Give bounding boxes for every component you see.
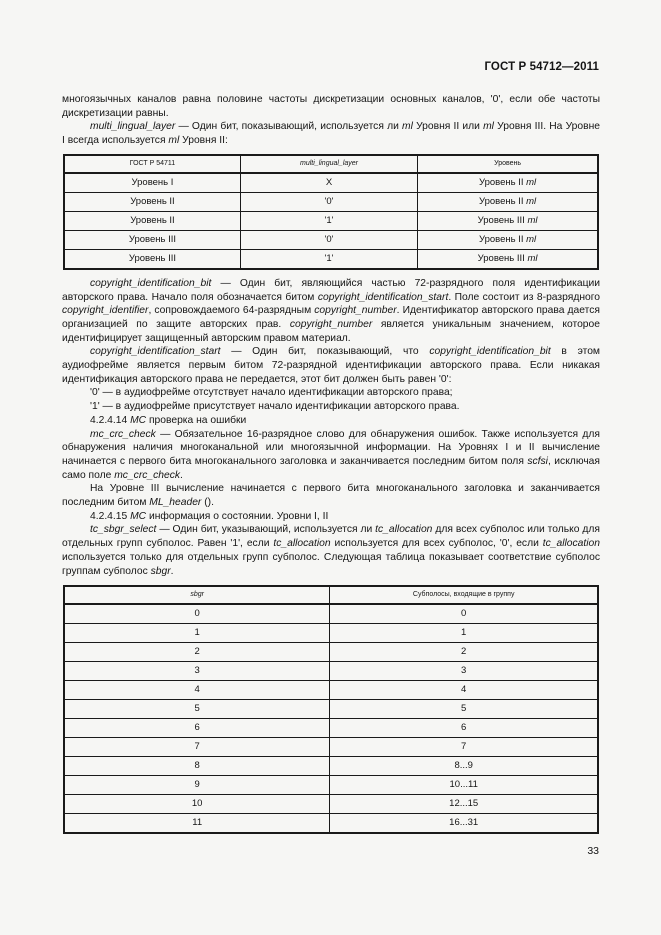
text: информация о состоянии. Уровни I, II (146, 510, 329, 522)
table-cell: '1' (240, 249, 417, 269)
table-header: ГОСТ Р 54711 (64, 155, 240, 173)
term: mc_crc_check (114, 469, 181, 481)
term: tc_allocation (273, 538, 331, 550)
term: tc_sbgr_select (90, 524, 157, 536)
table-cell: Уровень II ml (418, 230, 598, 249)
table-cell: 6 (64, 719, 330, 738)
table-cell: Уровень III ml (418, 211, 598, 230)
table-cell: 12...15 (330, 795, 598, 814)
term: multi_lingual_layer (90, 121, 176, 133)
section-heading (62, 510, 600, 524)
table-cell: Уровень II (64, 211, 240, 230)
table-cell: 8...9 (330, 757, 598, 776)
text: используется для всех субполос, '0', если (330, 538, 543, 550)
table-row (64, 662, 598, 681)
term: tc_allocation (375, 524, 433, 536)
term: ml (402, 121, 413, 133)
table-row (64, 757, 598, 776)
term: copyright_identification_start (90, 346, 221, 358)
table-row (64, 738, 598, 757)
table-cell: 2 (64, 643, 330, 662)
table-row (64, 211, 598, 230)
table-cell: Уровень III (64, 249, 240, 269)
text: — Обязательное 16-разрядное слово для обнаружения ошибок. Также используется для обнаружения наличия многоканальной или многоязычной информации. На Уровнях I и II вычисление начинается с первого бита многоканального заголовка и заканчивается последним битом поля (62, 428, 600, 467)
text: — Один бит, показывающий, что (220, 346, 430, 358)
page-number: 33 (587, 845, 599, 857)
paragraph (62, 93, 600, 120)
table-cell: 10 (64, 795, 330, 814)
text: Уровня II или (412, 121, 484, 133)
table-header: Уровень (418, 155, 598, 173)
paragraph (62, 120, 600, 147)
text: многоязычных каналов равна половине частоты дискретизации основных каналов, '0', если обе частоты дискретизации равны. (62, 94, 600, 119)
text: . (180, 469, 183, 481)
table-cell: 5 (64, 700, 330, 719)
text: На Уровне III вычисление начинается с первого бита многоканального заголовка и заканчивается последним битом (62, 483, 600, 509)
table-cell: Уровень III ml (418, 249, 598, 269)
table-cell: 7 (64, 738, 330, 757)
text: . Идентификатор авторского права дается организацией по защите авторских прав. (62, 305, 600, 330)
table-row (64, 624, 598, 643)
paragraph (62, 345, 600, 386)
table-cell: Уровень II (64, 192, 240, 211)
text: . Поле состоит из 8-разрядного (448, 291, 600, 303)
paragraph (62, 428, 600, 483)
paragraph: '1' — в аудиофрейме присутствует начало идентификации авторского права. (90, 401, 460, 413)
table-cell: Уровень II ml (418, 192, 598, 211)
table-cell: X (240, 173, 417, 193)
paragraph (62, 523, 600, 578)
paragraph (62, 277, 600, 346)
table-row (64, 776, 598, 795)
text: — Один бит, показывающий, используется ли (175, 121, 403, 133)
text: для всех субполос или только для отдельных групп субполос. Равен '1', если (62, 524, 600, 550)
term: copyright_identification_start (317, 291, 449, 303)
table-header (64, 586, 330, 604)
layer-table (63, 154, 599, 270)
table-cell: Уровень II ml (418, 173, 598, 193)
table-header (240, 155, 417, 173)
table-row (64, 643, 598, 662)
table-cell: 6 (330, 719, 598, 738)
term: copyright_number (314, 305, 397, 317)
table-cell: 3 (64, 662, 330, 681)
term: ML_header (149, 497, 202, 509)
term: ml (483, 121, 494, 133)
table-row (64, 230, 598, 249)
text: , исключая само поле (62, 455, 600, 481)
table-row (64, 681, 598, 700)
table-cell: 7 (330, 738, 598, 757)
text: в этом аудиофрейме является первым битом 72-разрядной идентификации авторского права. Если никакая идентификация авторского права не передается, этот бит должен быть равен '0': (62, 346, 600, 385)
text: . (170, 565, 174, 577)
text: Уровня III. На Уровне I всегда используется (62, 121, 600, 147)
table-row (64, 192, 598, 211)
text: , сопровождаемого 64-разрядным (148, 305, 315, 317)
table-row (64, 249, 598, 269)
table-row (64, 604, 598, 624)
table-row (64, 700, 598, 719)
text: Уровня II: (179, 135, 228, 147)
paragraph: '0' — в аудиофрейме отсутствует начало идентификации авторского права; (90, 387, 453, 399)
text: используется только для отдельных групп субполос. Следующая таблица показывает соответствие субполос группам субполос (62, 551, 600, 577)
text: 4.2.4.15 (90, 510, 131, 522)
table-cell: '1' (240, 211, 417, 230)
section-heading (62, 414, 600, 428)
table-cell: Уровень I (64, 173, 240, 193)
term: tc_allocation (542, 538, 600, 550)
subband-group-table (63, 585, 599, 834)
table-cell: 10...11 (330, 776, 598, 795)
term: scfsi (527, 455, 548, 467)
table-cell: 1 (330, 624, 598, 643)
table-row (64, 719, 598, 738)
term: copyright_identification_bit (429, 346, 551, 358)
term: MC (130, 414, 147, 426)
term: copyright_number (289, 318, 373, 330)
table-cell: 11 (64, 814, 330, 834)
table-cell: 9 (64, 776, 330, 795)
table-cell: 2 (330, 643, 598, 662)
table-row (64, 795, 598, 814)
term: sbgr (150, 565, 171, 577)
text: (). (201, 497, 214, 509)
table-cell: Уровень III (64, 230, 240, 249)
table-cell: 4 (330, 681, 598, 700)
text: 4.2.4.14 (90, 414, 131, 426)
term: mc_crc_check (90, 428, 156, 440)
table-cell: 5 (330, 700, 598, 719)
table-row (64, 173, 598, 193)
table-cell: 4 (64, 681, 330, 700)
table-cell: 8 (64, 757, 330, 776)
text: — Один бит, являющийся частью 72-разрядного поля идентификации авторского права. Начало поля обозначается битом (62, 277, 600, 303)
table-row (64, 814, 598, 834)
paragraph (62, 482, 600, 509)
term: copyright_identifier (62, 305, 149, 317)
term: copyright_identification_bit (90, 277, 212, 289)
table-cell: 1 (64, 624, 330, 643)
text: является уникальным значением, которое идентифицирует защищенный авторским правом материал. (62, 318, 600, 344)
text: — Один бит, указывающий, используется ли (156, 524, 376, 536)
term: ml (168, 135, 180, 147)
table-cell: '0' (240, 192, 417, 211)
table-cell: 0 (330, 604, 598, 624)
table-cell: '0' (240, 230, 417, 249)
table-header: Субполосы, входящие в группу (330, 586, 598, 604)
text: проверка на ошибки (146, 414, 247, 426)
standard-number: ГОСТ Р 54712—2011 (484, 61, 599, 73)
term: multi_lingual_layer (300, 159, 358, 167)
term: MC (130, 510, 147, 522)
table-cell: 3 (330, 662, 598, 681)
table-cell: 0 (64, 604, 330, 624)
term: sbgr (190, 591, 204, 599)
table-cell: 16...31 (330, 814, 598, 834)
body-text (62, 93, 600, 834)
